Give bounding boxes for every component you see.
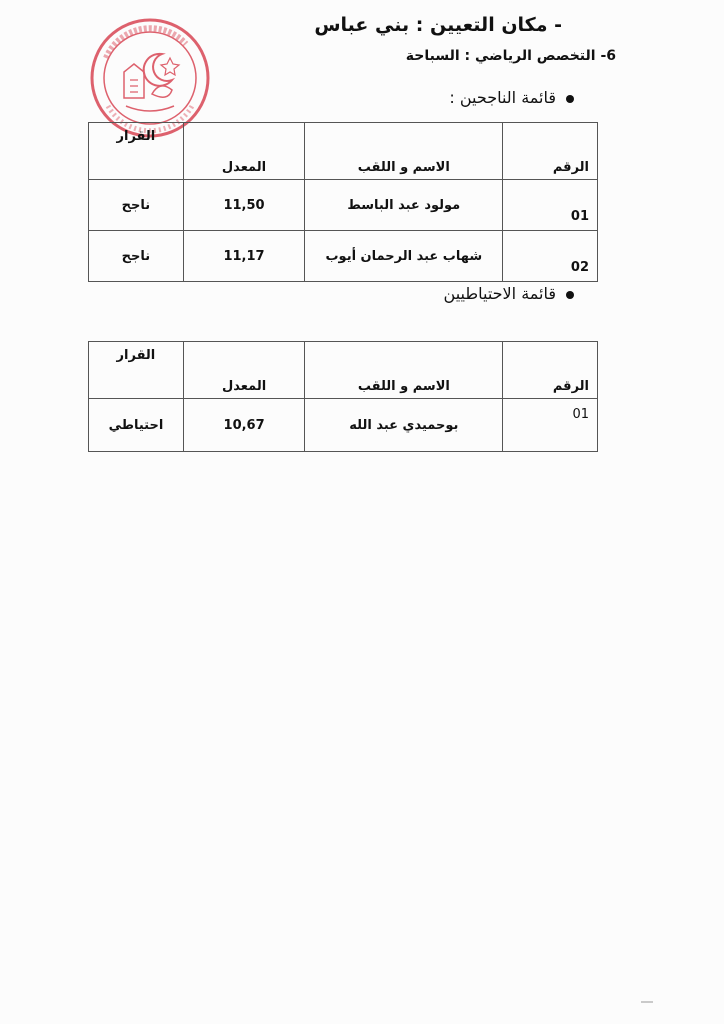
reserve-list-heading <box>444 284 574 303</box>
scan-speck <box>640 1000 654 1004</box>
reserve-table <box>88 341 598 452</box>
bullet-icon <box>566 95 574 103</box>
column-header-average: المعدل <box>183 123 305 180</box>
table-row <box>89 231 598 282</box>
row-name: شهاب عبد الرحمان أيوب <box>305 231 503 282</box>
row-decision: ناجح <box>89 231 184 282</box>
table-header-row <box>89 123 598 180</box>
row-number: 01 <box>503 180 598 231</box>
row-name: مولود عبد الباسط <box>305 180 503 231</box>
row-average: 10,67 <box>183 399 305 452</box>
reserve-list-title: قائمة الاحتياطيين <box>443 284 556 303</box>
bullet-icon <box>566 291 574 299</box>
row-name: بوحميدي عبد الله <box>305 399 503 452</box>
column-header-decision: القرار <box>89 123 184 180</box>
table-row <box>89 399 598 452</box>
table-header-row <box>89 342 598 399</box>
sport-specialty: 6- التخصص الرياضي : السباحة <box>405 48 616 64</box>
row-decision: ناجح <box>89 180 184 231</box>
column-header-average: المعدل <box>183 342 305 399</box>
row-average: 11,17 <box>183 231 305 282</box>
column-header-number: الرقم <box>503 123 598 180</box>
column-header-name: الاسم و اللقب <box>305 123 503 180</box>
row-number: 01 <box>503 399 598 452</box>
column-header-decision: القرار <box>89 342 184 399</box>
table-row <box>89 180 598 231</box>
column-header-name: الاسم و اللقب <box>305 342 503 399</box>
successful-list-title: قائمة الناجحين : <box>449 88 556 107</box>
column-header-number: الرقم <box>503 342 598 399</box>
successful-list-heading <box>449 88 574 107</box>
assignment-place: - مكان التعيين : بني عباس <box>314 14 562 36</box>
successful-table <box>88 122 598 282</box>
row-decision: احتياطي <box>89 399 184 452</box>
row-average: 11,50 <box>183 180 305 231</box>
row-number: 02 <box>503 231 598 282</box>
